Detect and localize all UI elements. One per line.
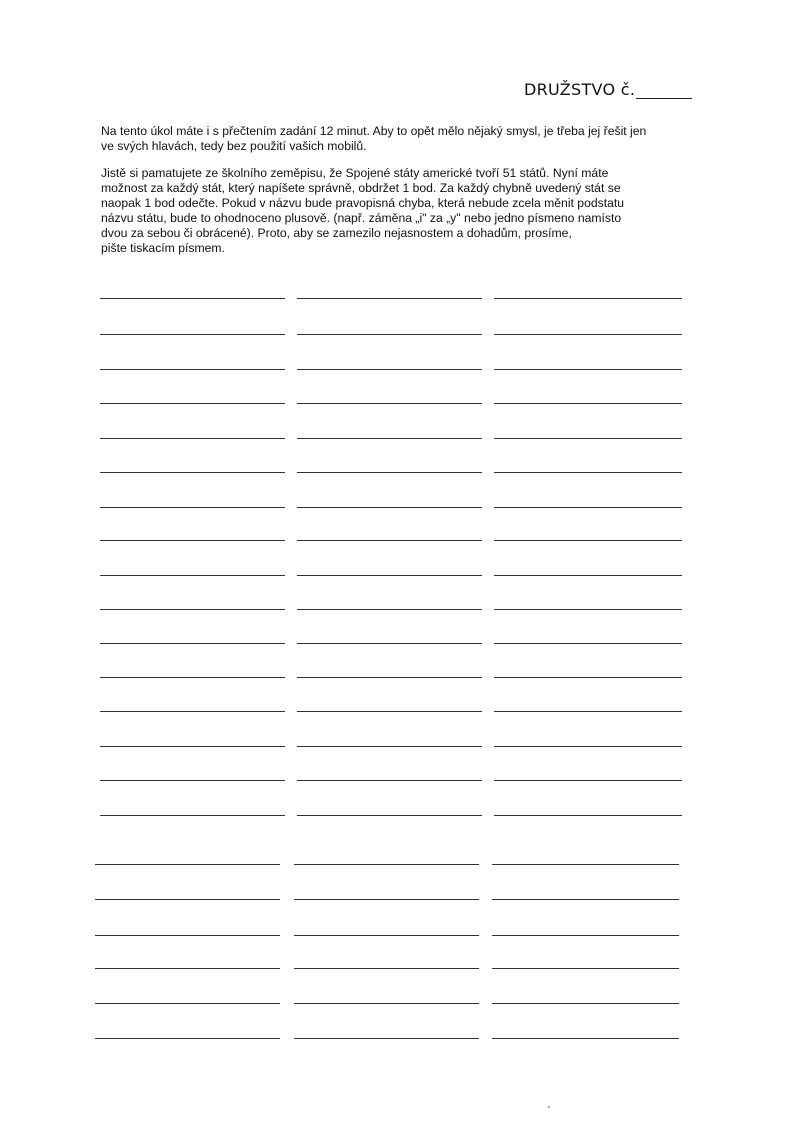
- answer-line[interactable]: [492, 864, 679, 865]
- answer-line[interactable]: [297, 298, 482, 299]
- answer-line[interactable]: [492, 899, 679, 900]
- answer-line[interactable]: [297, 540, 482, 541]
- answer-line[interactable]: [494, 507, 682, 508]
- instructions-line: dvou za sebou či obrácené). Proto, aby se zamezilo nejasnostem a dohadům, prosíme,: [101, 226, 572, 240]
- answer-line[interactable]: [294, 864, 479, 865]
- answer-line[interactable]: [494, 540, 682, 541]
- answer-line[interactable]: [494, 780, 682, 781]
- answer-line[interactable]: [494, 369, 682, 370]
- answer-line[interactable]: [297, 472, 482, 473]
- answer-line[interactable]: [297, 507, 482, 508]
- team-label: DRUŽSTVO č.: [524, 80, 636, 99]
- answer-line[interactable]: [297, 677, 482, 678]
- answer-line[interactable]: [95, 935, 280, 936]
- answer-line[interactable]: [297, 746, 482, 747]
- instructions-line: Na tento úkol máte i s přečtením zadání 12 minut. Aby to opět mělo nějaký smysl, je třeba jej řešit jen: [101, 124, 647, 138]
- answer-line[interactable]: [494, 815, 682, 816]
- answer-line[interactable]: [494, 643, 682, 644]
- answer-line[interactable]: [100, 298, 285, 299]
- answer-line[interactable]: [494, 575, 682, 576]
- answer-line[interactable]: [492, 1038, 679, 1039]
- instructions-paragraph-1: [101, 124, 701, 154]
- answer-line[interactable]: [297, 403, 482, 404]
- answer-line[interactable]: [95, 864, 280, 865]
- answer-line[interactable]: [100, 438, 285, 439]
- instructions-line: možnost za každý stát, který napíšete správně, obdržet 1 bod. Za každý chybně uvedený stát se: [101, 181, 621, 195]
- answer-line[interactable]: [100, 507, 285, 508]
- answer-line[interactable]: [100, 575, 285, 576]
- answer-line[interactable]: [95, 1038, 280, 1039]
- answer-line[interactable]: [100, 540, 285, 541]
- answer-line[interactable]: [492, 1003, 679, 1004]
- instructions-paragraph-2: [101, 166, 701, 256]
- answer-line[interactable]: [297, 643, 482, 644]
- answer-line[interactable]: [492, 935, 679, 936]
- answer-line[interactable]: [494, 438, 682, 439]
- answer-line[interactable]: [95, 1003, 280, 1004]
- answer-line[interactable]: [100, 609, 285, 610]
- answer-line[interactable]: [297, 815, 482, 816]
- instructions: [101, 124, 701, 268]
- answer-line[interactable]: [100, 780, 285, 781]
- scan-speck: [548, 1106, 550, 1108]
- instructions-line: ve svých hlavách, tedy bez použití vašich mobilů.: [101, 139, 367, 153]
- answer-line[interactable]: [297, 609, 482, 610]
- instructions-line: Jistě si pamatujete ze školního zeměpisu, že Spojené státy americké tvoří 51 států. Nyní máte: [101, 166, 609, 180]
- answer-line[interactable]: [494, 677, 682, 678]
- answer-line[interactable]: [100, 472, 285, 473]
- answer-line[interactable]: [494, 609, 682, 610]
- answer-line[interactable]: [294, 968, 479, 969]
- answer-line[interactable]: [297, 575, 482, 576]
- answer-line[interactable]: [494, 298, 682, 299]
- instructions-line: pište tiskacím písmem.: [101, 241, 225, 255]
- answer-line[interactable]: [297, 334, 482, 335]
- answer-line[interactable]: [494, 403, 682, 404]
- answer-line[interactable]: [95, 899, 280, 900]
- answer-line[interactable]: [100, 334, 285, 335]
- answer-line[interactable]: [100, 677, 285, 678]
- answer-line[interactable]: [100, 815, 285, 816]
- instructions-line: názvu státu, bude to ohodnoceno plusově. (např. záměna „i" za „y" nebo jedno písmeno namísto: [101, 211, 622, 225]
- answer-line[interactable]: [95, 968, 280, 969]
- answer-line[interactable]: [494, 334, 682, 335]
- answer-line[interactable]: [494, 711, 682, 712]
- answer-line[interactable]: [492, 968, 679, 969]
- answer-line[interactable]: [494, 746, 682, 747]
- answer-line[interactable]: [297, 711, 482, 712]
- answer-line[interactable]: [100, 643, 285, 644]
- answer-line[interactable]: [294, 1003, 479, 1004]
- answer-line[interactable]: [297, 369, 482, 370]
- answer-line[interactable]: [294, 1038, 479, 1039]
- instructions-line: naopak 1 bod odečte. Pokud v názvu bude pravopisná chyba, která nebude zcela měnit podstatu: [101, 196, 625, 210]
- answer-line[interactable]: [100, 746, 285, 747]
- answer-line[interactable]: [294, 899, 479, 900]
- answer-line[interactable]: [100, 403, 285, 404]
- team-number-field[interactable]: [636, 98, 692, 99]
- answer-line[interactable]: [100, 369, 285, 370]
- answer-line[interactable]: [494, 472, 682, 473]
- answer-line[interactable]: [294, 935, 479, 936]
- answer-line[interactable]: [297, 438, 482, 439]
- answer-line[interactable]: [100, 711, 285, 712]
- answer-line[interactable]: [297, 780, 482, 781]
